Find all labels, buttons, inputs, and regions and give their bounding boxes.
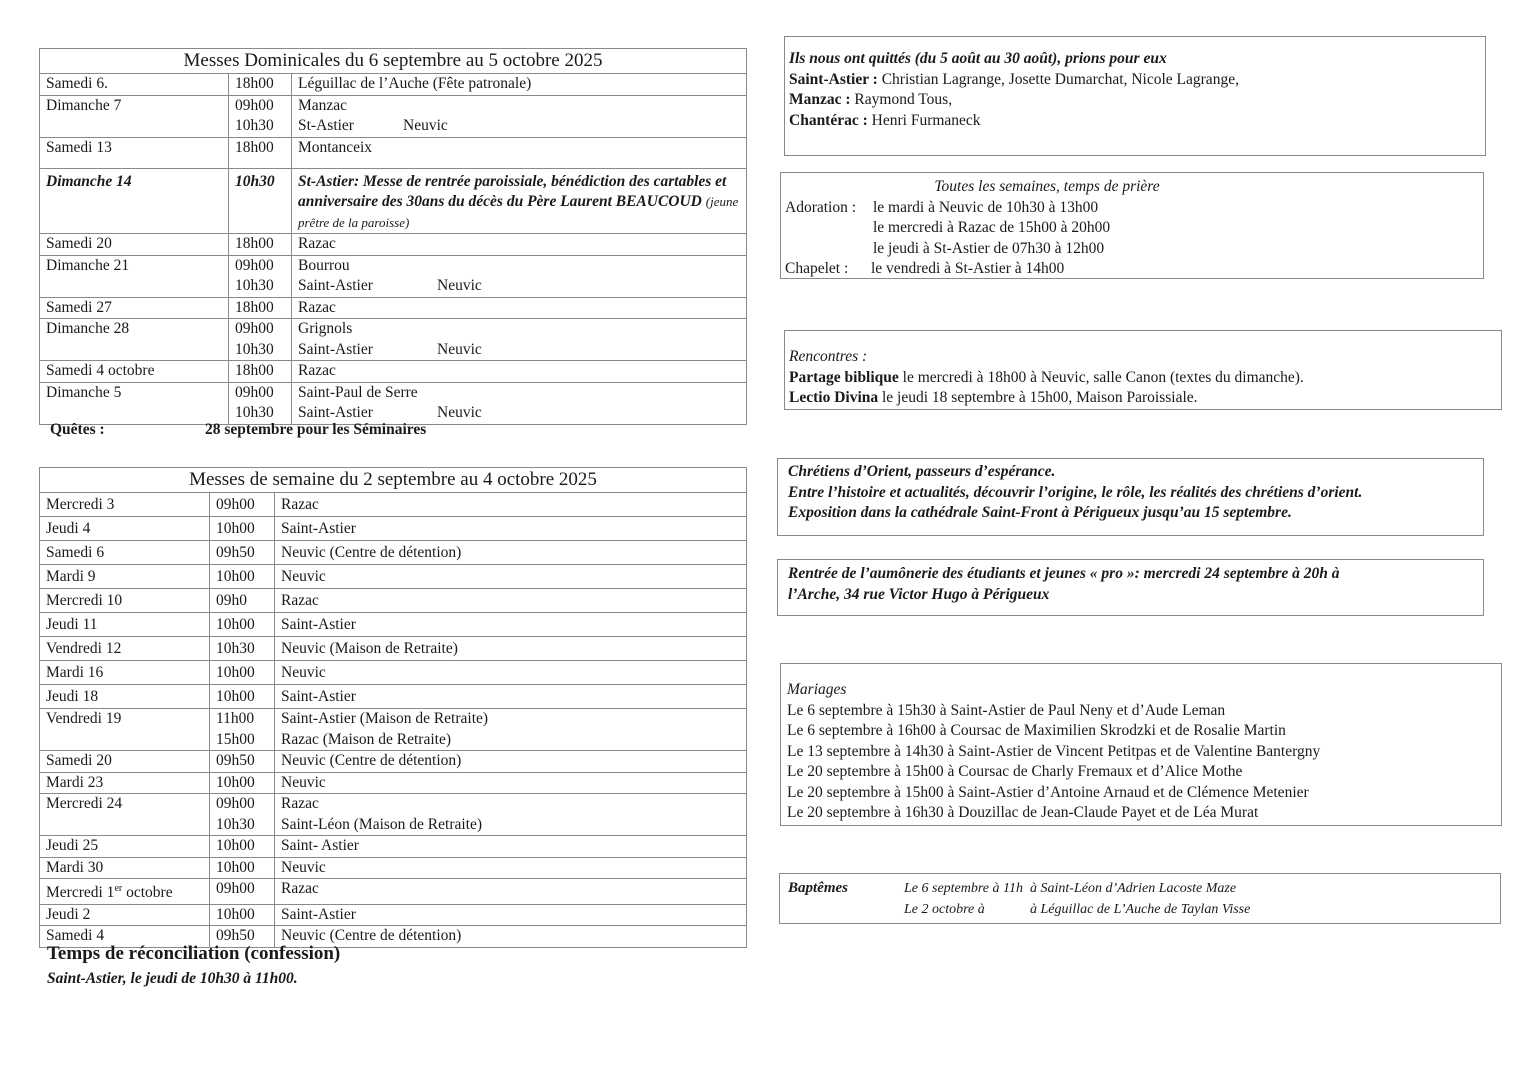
mass-times xyxy=(210,589,275,613)
sunday-mass-row xyxy=(40,168,747,234)
mass-place: Neuvic (Centre de détention) xyxy=(281,927,462,945)
mass-day-text: Jeudi 2 xyxy=(46,905,91,923)
weekday-mass-row xyxy=(40,836,747,858)
deceased-names: Christian Lagrange, Josette Dumarchat, Nicole Lagrange, xyxy=(877,70,1239,88)
mass-places xyxy=(275,857,747,879)
baptism-date: Le 2 octobre à xyxy=(904,902,985,917)
mass-time: 10h00 xyxy=(216,837,255,854)
mass-time: 09h0 xyxy=(216,592,247,609)
mass-day-text: Jeudi 11 xyxy=(46,616,98,633)
baptism-text: à Saint-Léon d’Adrien Lacoste Maze xyxy=(1030,881,1237,896)
mass-times xyxy=(210,685,275,709)
mass-times xyxy=(210,879,275,905)
mass-places xyxy=(275,794,747,836)
mass-time: 18h00 xyxy=(235,75,274,92)
mass-day: Dimanche 21 xyxy=(40,255,229,297)
mass-time: 09h00 xyxy=(216,880,255,897)
mass-times xyxy=(210,904,275,926)
mass-day: Dimanche 14 xyxy=(40,168,229,234)
deceased-entry xyxy=(789,70,1481,91)
wedding-entry: Le 13 septembre à 14h30 à Saint-Astier de Vincent Petitpas et de Valentine Bantergny xyxy=(787,742,1321,760)
chapelet-label: Chapelet : xyxy=(785,260,849,277)
mass-times xyxy=(210,794,275,836)
mass-time: 09h00 xyxy=(235,96,274,114)
mass-places xyxy=(275,709,747,751)
chapelet-line: le vendredi à St-Astier à 14h00 xyxy=(871,260,1065,277)
mass-times xyxy=(229,297,292,319)
sunday-masses-title: Messes Dominicales du 6 septembre au 5 octobre 2025 xyxy=(40,49,747,74)
sunday-masses-table xyxy=(39,48,747,425)
mass-places xyxy=(292,95,747,137)
mass-day-text: Samedi 6 xyxy=(46,544,105,561)
mass-time: 10h00 xyxy=(216,664,255,681)
deceased-place: Chantérac : xyxy=(789,111,868,129)
mass-place: Razac xyxy=(281,592,319,609)
mass-day xyxy=(40,517,210,541)
weekday-mass-row xyxy=(40,772,747,794)
meetings-title: Rencontres : xyxy=(789,348,868,365)
mass-places xyxy=(275,661,747,685)
mass-day xyxy=(40,836,210,858)
mass-place: Razac (Maison de Retraite) xyxy=(281,730,451,748)
baptism-text: à Léguillac de L’Auche de Taylan Visse xyxy=(1030,902,1251,917)
mass-day-text: Jeudi 25 xyxy=(46,837,99,854)
mass-time: 10h00 xyxy=(216,858,255,876)
mass-time: 10h30 xyxy=(235,340,274,358)
meeting-text: le jeudi 18 septembre à 15h00, Maison Paroissiale. xyxy=(878,389,1198,406)
mass-time: 10h00 xyxy=(216,688,255,705)
weekday-masses-title: Messes de semaine du 2 septembre au 4 octobre 2025 xyxy=(40,468,747,493)
mass-place-extra: Neuvic xyxy=(403,117,448,134)
mass-places xyxy=(275,493,747,517)
chaplaincy-line: Rentrée de l’aumônerie des étudiants et jeunes « pro »: mercredi 24 septembre à 20h à xyxy=(788,565,1340,582)
mass-places xyxy=(292,361,747,383)
weekday-mass-row xyxy=(40,685,747,709)
sunday-mass-row xyxy=(40,319,747,361)
meeting-label: Partage biblique xyxy=(789,368,899,386)
mass-place: Saint-Astier xyxy=(298,340,373,358)
mass-time: 18h00 xyxy=(235,362,274,379)
wedding-entry: Le 20 septembre à 15h00 à Coursac de Charly Fremaux et d’Alice Mothe xyxy=(787,763,1243,780)
mass-time: 10h00 xyxy=(216,773,255,791)
mass-places xyxy=(275,836,747,858)
mass-time: 09h00 xyxy=(235,320,274,337)
mass-times xyxy=(210,541,275,565)
mass-places xyxy=(275,926,747,948)
baptism-date: Le 6 septembre à 11h xyxy=(904,881,1023,896)
meetings-box xyxy=(784,330,1502,410)
mass-place: Saint-Astier xyxy=(281,616,356,633)
mass-day-text: Vendredi 19 xyxy=(46,710,122,727)
mass-day-suffix: octobre xyxy=(122,884,173,902)
mass-times xyxy=(210,772,275,794)
mass-time: 10h30 xyxy=(216,815,255,833)
wedding-entry: Le 20 septembre à 16h30 à Douzillac de Jean-Claude Payet et de Léa Murat xyxy=(787,804,1259,821)
weddings-title: Mariages xyxy=(787,681,847,698)
mass-places xyxy=(275,772,747,794)
mass-day-text: Mardi 23 xyxy=(46,773,104,791)
prayer-box xyxy=(780,172,1484,279)
mass-place: Saint-Astier xyxy=(298,404,373,421)
mass-day: Dimanche 5 xyxy=(40,382,229,424)
mass-places xyxy=(275,613,747,637)
mass-place: Grignols xyxy=(298,320,353,337)
weekday-mass-row xyxy=(40,794,747,836)
mass-places xyxy=(292,74,747,96)
wedding-entry: Le 20 septembre à 15h00 à Saint-Astier d’Antoine Arnaud et de Clémence Metenier xyxy=(787,783,1309,801)
mass-time: 18h00 xyxy=(235,235,274,252)
sunday-mass-row xyxy=(40,74,747,96)
weekday-mass-row xyxy=(40,517,747,541)
mass-day-text: Mardi 30 xyxy=(46,858,104,876)
mass-place: Saint-Astier xyxy=(281,905,356,923)
mass-time: 10h30 xyxy=(235,404,274,421)
mass-places xyxy=(275,751,747,773)
orient-line: Exposition dans la cathédrale Saint-Front à Périgueux jusqu’au 15 septembre. xyxy=(788,504,1292,521)
mass-day xyxy=(40,565,210,589)
mass-place: St-Astier: Messe de rentrée paroissiale, bénédiction des cartables et anniversaire des 30ans du décès du Père Laurent BEAUCOUD xyxy=(298,172,727,210)
mass-time: 18h00 xyxy=(235,138,274,156)
mass-place: Saint-Astier xyxy=(281,520,356,537)
mass-place: St-Astier xyxy=(298,117,354,134)
mass-day xyxy=(40,857,210,879)
sunday-mass-row xyxy=(40,255,747,297)
mass-day: Samedi 6. xyxy=(40,74,229,96)
weekday-mass-row xyxy=(40,565,747,589)
quetes-text: 28 septembre pour les Séminaires xyxy=(205,421,427,438)
mass-day-text: Samedi 4 xyxy=(46,927,105,945)
mass-time: 09h50 xyxy=(216,927,255,945)
mass-time: 09h00 xyxy=(216,795,255,812)
mass-day xyxy=(40,637,210,661)
reconciliation-title: Temps de réconciliation (confession) xyxy=(47,943,341,964)
mass-day-text: Samedi 20 xyxy=(46,752,112,769)
mass-day-text: Mercredi 3 xyxy=(46,496,115,513)
mass-time: 11h00 xyxy=(216,710,255,727)
mass-times xyxy=(229,168,292,234)
weekday-mass-row xyxy=(40,904,747,926)
mass-day: Samedi 13 xyxy=(40,137,229,168)
deceased-place: Manzac : xyxy=(789,91,851,108)
mass-day xyxy=(40,709,210,751)
mass-time: 09h00 xyxy=(235,383,274,401)
weekday-mass-row xyxy=(40,857,747,879)
mass-times xyxy=(210,565,275,589)
mass-day xyxy=(40,904,210,926)
mass-day: Samedi 20 xyxy=(40,234,229,256)
weekday-mass-row xyxy=(40,879,747,905)
mass-place-extra: Neuvic xyxy=(437,340,482,358)
weddings-box xyxy=(780,663,1502,826)
mass-places xyxy=(292,255,747,297)
mass-times xyxy=(210,857,275,879)
mass-place: Neuvic xyxy=(281,773,326,791)
mass-day-text: Mercredi 10 xyxy=(46,592,123,609)
mass-time: 10h00 xyxy=(216,616,255,633)
mass-places xyxy=(275,589,747,613)
mass-time: 10h30 xyxy=(235,172,275,190)
mass-place: Razac xyxy=(298,362,336,379)
sunday-mass-row xyxy=(40,382,747,424)
mass-places xyxy=(275,541,747,565)
meeting-label: Lectio Divina xyxy=(789,389,879,406)
mass-day-text: Vendredi 12 xyxy=(46,640,122,657)
mass-place: Neuvic (Centre de détention) xyxy=(281,752,462,769)
mass-time: 15h00 xyxy=(216,730,255,748)
mass-day-text: Jeudi 18 xyxy=(46,688,99,705)
wedding-entry: Le 6 septembre à 16h00 à Coursac de Maximilien Skrodzki et de Rosalie Martin xyxy=(787,722,1286,739)
mass-places xyxy=(292,319,747,361)
mass-places xyxy=(292,382,747,424)
mass-day-text: Mercredi 1 xyxy=(46,884,115,902)
mass-place: Saint-Astier (Maison de Retraite) xyxy=(281,710,489,727)
deceased-names: Henri Furmaneck xyxy=(867,111,981,129)
mass-place: Saint-Astier xyxy=(298,277,373,294)
mass-day xyxy=(40,879,210,905)
mass-times xyxy=(210,517,275,541)
mass-day xyxy=(40,541,210,565)
deceased-box xyxy=(784,36,1486,156)
weekday-mass-row xyxy=(40,709,747,751)
mass-day xyxy=(40,772,210,794)
mass-day-text: Mardi 16 xyxy=(46,664,104,681)
mass-times xyxy=(210,751,275,773)
mass-place: Montanceix xyxy=(298,138,373,156)
mass-times xyxy=(229,255,292,297)
mass-times xyxy=(210,661,275,685)
mass-times xyxy=(229,234,292,256)
weekday-mass-row xyxy=(40,589,747,613)
mass-place: Bourrou xyxy=(298,256,350,274)
deceased-entry xyxy=(789,111,1481,132)
mass-times xyxy=(210,493,275,517)
mass-times xyxy=(229,361,292,383)
adoration-line: le mardi à Neuvic de 10h30 à 13h00 xyxy=(873,198,1099,216)
mass-places xyxy=(292,168,747,234)
mass-place: Razac xyxy=(281,880,319,897)
deceased-names: Raymond Tous, xyxy=(850,91,953,108)
mass-day xyxy=(40,589,210,613)
sunday-mass-row xyxy=(40,95,747,137)
mass-place: Manzac xyxy=(298,96,348,114)
mass-time: 09h00 xyxy=(216,496,255,513)
orient-box xyxy=(777,458,1484,536)
mass-places xyxy=(275,517,747,541)
meeting-text: le mercredi à 18h00 à Neuvic, salle Canon (textes du dimanche). xyxy=(898,368,1304,386)
mass-times xyxy=(210,836,275,858)
mass-place: Saint- Astier xyxy=(281,837,359,854)
mass-place: Neuvic xyxy=(281,568,326,585)
mass-times xyxy=(210,613,275,637)
deceased-entry xyxy=(789,90,1481,111)
mass-day xyxy=(40,613,210,637)
mass-places xyxy=(292,234,747,256)
mass-places xyxy=(275,879,747,905)
mass-place-extra: Neuvic xyxy=(437,277,482,294)
mass-day-sup: er xyxy=(114,883,123,894)
mass-places xyxy=(275,685,747,709)
mass-note: (jeune prêtre de la paroisse) xyxy=(298,194,739,230)
mass-day: Samedi 4 octobre xyxy=(40,361,229,383)
orient-line: Chrétiens d’Orient, passeurs d’espérance. xyxy=(788,463,1056,480)
baptisms-title: Baptêmes xyxy=(788,880,848,896)
mass-place: Neuvic (Maison de Retraite) xyxy=(281,640,458,657)
weekday-mass-row xyxy=(40,541,747,565)
sunday-mass-row xyxy=(40,137,747,168)
mass-times xyxy=(229,382,292,424)
mass-day xyxy=(40,794,210,836)
mass-place: Saint-Léon (Maison de Retraite) xyxy=(281,815,483,833)
mass-day xyxy=(40,661,210,685)
mass-places xyxy=(275,565,747,589)
orient-line: Entre l’histoire et actualités, découvrir l’origine, le rôle, les réalités des chrétiens d’orient. xyxy=(788,483,1363,501)
mass-time: 09h00 xyxy=(235,256,274,274)
mass-day xyxy=(40,751,210,773)
mass-time: 10h00 xyxy=(216,905,255,923)
mass-day-text: Mercredi 24 xyxy=(46,795,123,812)
mass-place: Saint-Astier xyxy=(281,688,356,705)
mass-day xyxy=(40,493,210,517)
mass-day: Samedi 27 xyxy=(40,297,229,319)
reconciliation-text: Saint-Astier, le jeudi de 10h30 à 11h00. xyxy=(47,970,298,987)
sunday-mass-row xyxy=(40,297,747,319)
mass-places xyxy=(292,137,747,168)
quetes-label: Quêtes : xyxy=(50,421,105,438)
adoration-line: le jeudi à St-Astier de 07h30 à 12h00 xyxy=(873,239,1105,257)
mass-day-text: Jeudi 4 xyxy=(46,520,91,537)
deceased-title: Ils nous ont quittés (du 5 août au 30 août), prions pour eux xyxy=(789,50,1167,67)
mass-day-text: Mardi 9 xyxy=(46,568,96,585)
mass-places xyxy=(292,297,747,319)
mass-place: Razac xyxy=(298,235,336,252)
mass-times xyxy=(229,319,292,361)
wedding-entry: Le 6 septembre à 15h30 à Saint-Astier de Paul Neny et d’Aude Leman xyxy=(787,701,1226,719)
mass-place: Neuvic xyxy=(281,858,326,876)
weekday-mass-row xyxy=(40,613,747,637)
mass-place: Razac xyxy=(281,795,319,812)
mass-time: 10h00 xyxy=(216,568,255,585)
mass-times xyxy=(210,709,275,751)
adoration-label: Adoration : xyxy=(785,198,857,216)
mass-time: 09h50 xyxy=(216,544,255,561)
mass-places xyxy=(275,637,747,661)
baptisms-box xyxy=(779,873,1501,924)
weekday-mass-row xyxy=(40,751,747,773)
sunday-mass-row xyxy=(40,361,747,383)
mass-place: Razac xyxy=(281,496,319,513)
mass-place: Neuvic xyxy=(281,664,326,681)
mass-day: Dimanche 28 xyxy=(40,319,229,361)
weekday-mass-row xyxy=(40,637,747,661)
mass-time: 10h30 xyxy=(235,117,274,134)
weekday-masses-table xyxy=(39,467,747,948)
mass-day: Dimanche 7 xyxy=(40,95,229,137)
mass-times xyxy=(229,74,292,96)
mass-place: Neuvic (Centre de détention) xyxy=(281,544,462,561)
mass-times xyxy=(229,137,292,168)
mass-places xyxy=(275,904,747,926)
mass-times xyxy=(229,95,292,137)
mass-time: 10h30 xyxy=(235,277,274,294)
mass-day xyxy=(40,685,210,709)
mass-time: 10h00 xyxy=(216,520,255,537)
mass-time: 10h30 xyxy=(216,640,255,657)
chaplaincy-box xyxy=(777,559,1484,616)
weekday-mass-row xyxy=(40,493,747,517)
mass-place: Léguillac de l’Auche (Fête patronale) xyxy=(298,75,532,92)
mass-time: 09h50 xyxy=(216,752,255,769)
adoration-line: le mercredi à Razac de 15h00 à 20h00 xyxy=(873,219,1111,236)
mass-place: Razac xyxy=(298,298,336,316)
deceased-place: Saint-Astier : xyxy=(789,70,878,88)
prayer-title: Toutes les semaines, temps de prière xyxy=(934,178,1160,195)
chaplaincy-line: l’Arche, 34 rue Victor Hugo à Périgueux xyxy=(788,585,1050,603)
sunday-mass-row xyxy=(40,234,747,256)
mass-times xyxy=(210,637,275,661)
mass-place-extra: Neuvic xyxy=(437,404,482,421)
mass-place: Saint-Paul de Serre xyxy=(298,383,418,401)
weekday-mass-row xyxy=(40,661,747,685)
mass-time: 18h00 xyxy=(235,298,274,316)
